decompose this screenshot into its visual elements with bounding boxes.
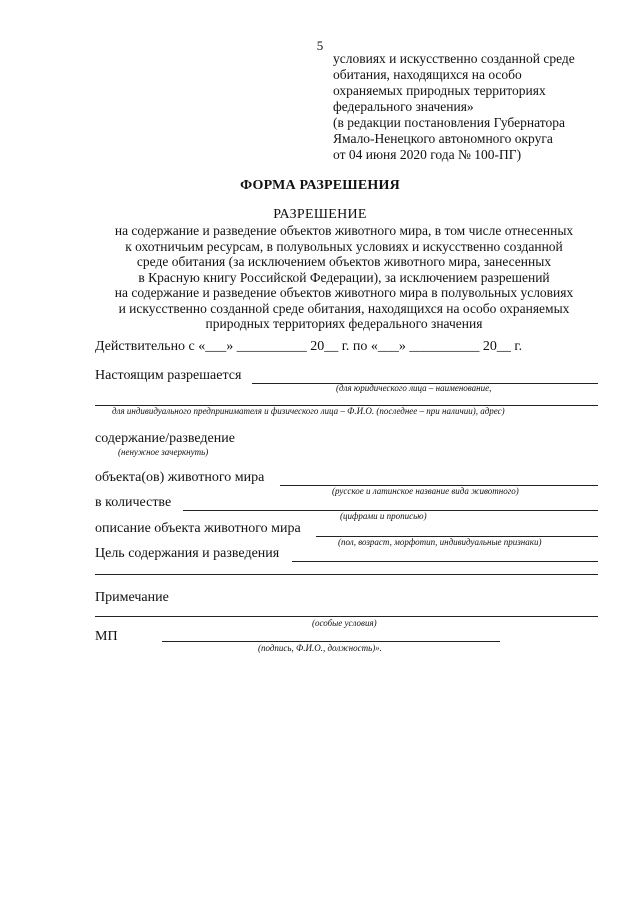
- keeping-note: (ненужное зачеркнуть): [118, 447, 209, 457]
- purpose-label: Цель содержания и разведения: [95, 546, 280, 561]
- seal-label: МП: [95, 629, 118, 644]
- quantity-label: в количестве: [95, 495, 172, 510]
- validity-period-field[interactable]: Действительно с «___» __________ 20__ г. по «___» __________ 20__ г.: [95, 339, 523, 354]
- keeping-label: содержание/разведение: [95, 431, 235, 446]
- header-line: (в редакции постановления Губернатора: [333, 115, 565, 130]
- remark-line[interactable]: [95, 616, 598, 617]
- header-line: условиях и искусственно созданной среде: [333, 51, 575, 66]
- permit-desc-line: среде обитания (за исключением объектов животного мира, занесенных: [136, 254, 552, 269]
- purpose-line-2[interactable]: [95, 574, 598, 575]
- object-note: (русское и латинское название вида животного): [332, 486, 519, 496]
- permitted-label: Настоящим разрешается: [95, 368, 242, 383]
- permit-desc-line: природных территориях федерального значения: [205, 316, 483, 331]
- permit-desc-line: к охотничьим ресурсам, в полувольных условиях и искусственно созданной: [125, 238, 563, 254]
- quantity-note: (цифрами и прописью): [340, 511, 427, 521]
- permit-desc-line: на содержание и разведение объектов животного мира в полувольных условиях: [114, 285, 574, 300]
- purpose-line[interactable]: [292, 561, 598, 562]
- form-title: ФОРМА РАЗРЕШЕНИЯ: [240, 178, 400, 193]
- header-block: [333, 51, 575, 163]
- signature-line[interactable]: [162, 641, 500, 642]
- permitted-note: (для юридического лица – наименование,: [336, 383, 492, 393]
- header-line: охраняемых природных территориях: [333, 83, 546, 98]
- permit-desc-line: в Красную книгу Российской Федерации), за исключением разрешений: [138, 269, 550, 285]
- description-note: (пол, возраст, морфотип, индивидуальные признаки): [338, 537, 542, 547]
- header-line: федерального значения»: [333, 99, 474, 114]
- header-line: от 04 июня 2020 года № 100-ПГ): [333, 147, 522, 162]
- page-number: 5: [316, 38, 324, 53]
- permitted-note-2: для индивидуального предпринимателя и физического лица – Ф.И.О. (последнее – при наличии), адрес): [112, 406, 505, 416]
- permit-desc-line: и искусственно созданной среде обитания, находящихся на особо охраняемых: [118, 300, 570, 316]
- permit-description: [80, 223, 608, 332]
- remark-label: Примечание: [95, 590, 169, 605]
- signature-note: (подпись, Ф.И.О., должность)».: [258, 643, 382, 653]
- header-line: обитания, находящихся на особо: [333, 67, 522, 82]
- header-line: Ямало-Ненецкого автономного округа: [333, 131, 553, 146]
- permit-title: РАЗРЕШЕНИЕ: [273, 207, 367, 222]
- description-label: описание объекта животного мира: [95, 521, 301, 536]
- permit-desc-line: на содержание и разведение объектов животного мира, в том числе отнесенных: [114, 223, 574, 238]
- object-label: объекта(ов) животного мира: [95, 470, 265, 485]
- remark-note: (особые условия): [312, 618, 377, 628]
